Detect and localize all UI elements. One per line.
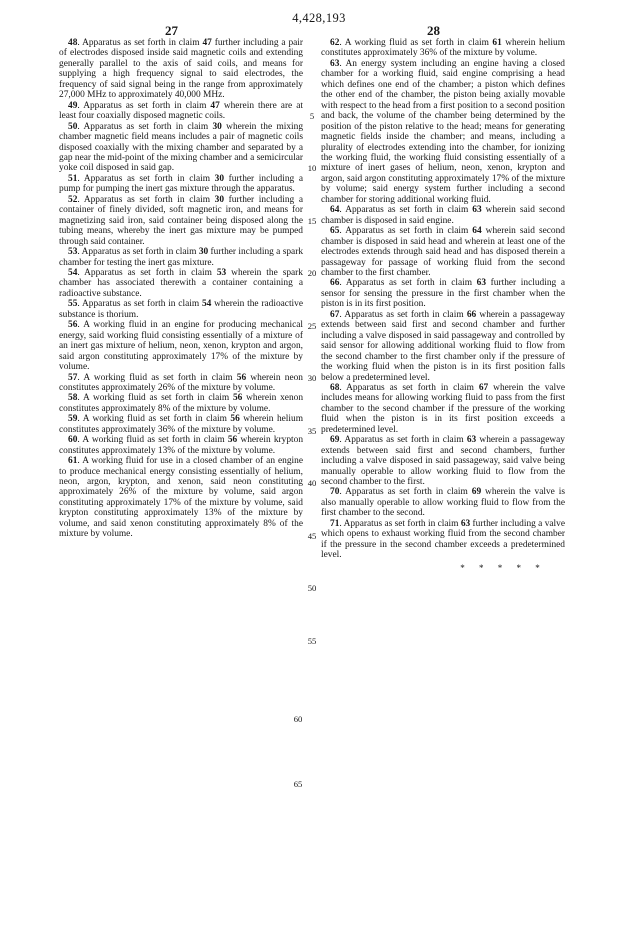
claim-text: Apparatus as set forth in claim — [344, 435, 467, 446]
claim-paragraph: 56. A working fluid in an engine for producing mechanical energy, said working fluid consisting essentially of a mixture of an inert gas mixture of helium, neon, xenon, krypton and argon, said argon constituting approximately 17% of the mixture by volume. — [59, 320, 303, 373]
column-number-left: 27 — [165, 23, 178, 38]
line-number: 60 — [293, 714, 303, 724]
claim-number: 56 — [68, 320, 78, 331]
claim-text: wherein the valve includes means for allowing working fluid to pass from the first chamber to the second chamber if the pressure of the working fluid when the piston is in its first position exceeds a predetermined level. — [321, 382, 565, 435]
line-number: 55 — [307, 636, 317, 646]
claim-number: 53 — [68, 247, 78, 258]
claim-paragraph: 70. Apparatus as set forth in claim 69 wherein the valve is also manually operable to allow working fluid to flow from the first chamber to the second. — [321, 487, 566, 519]
claim-text: An energy system including an engine having a closed chamber for a working fluid, said engine comprising a head which defines one end of the chamber; a piston which defines the other end of the chamber, the piston being axially movable with respect to the head from a first position to a second position and back, the volume of the chamber being determined by the position of the piston relative to the head; means for generating magnetic fields inside the chamber; and means, including a plurality of electrodes extending into the chamber, for ionizing the working fluid, the working fluid consisting essentially of a mixture of inert gases of helium, neon, xenon, krypton and argon, said argon constituting approximately 17% of the mixture by volume; said energy system further including a second chamber for storing additional working fluid. — [321, 58, 565, 205]
claim-number: 50 — [68, 121, 78, 132]
claim-text: wherein krypton constitutes approximately 13% of the mixture by volume. — [59, 435, 304, 456]
claim-paragraph: 64. Apparatus as set forth in claim 63 wherein said second chamber is disposed in said engine. — [321, 205, 565, 226]
claim-text: further including a pump for pumping the inert gas mixture through the apparatus. — [59, 173, 303, 195]
claim-text: A working fluid as set forth in claim — [344, 38, 493, 48]
claim-text: Apparatus as set forth in claim — [84, 267, 217, 278]
claim-text: further including a valve which opens to exhaust working fluid from the second chamber if the pressure in the second chamber exceeds a predetermined level. — [321, 518, 566, 561]
claim-text: wherein a passageway extends between said first and second chambers, further including a valve disposed in said passageway, said valve being manually operable to allow working fluid to flow from the second chamber to the first. — [321, 435, 565, 488]
claim-reference: 63 — [466, 435, 477, 446]
claim-text: Apparatus as set forth in claim — [344, 309, 467, 320]
claim-text: Apparatus as set forth in claim — [83, 100, 211, 111]
claim-text: further including a sensor for sensing the pressure in the first chamber when the piston is in its first position. — [321, 278, 565, 310]
claim-number: 61 — [68, 456, 78, 467]
claim-paragraph: 65. Apparatus as set forth in claim 64 wherein said second chamber is disposed in said head and wherein at least one of the electrodes extends through said head and has disposed therein a passageway for passage of working fluid from the second chamber to the first chamber. — [321, 226, 565, 278]
claim-reference: 53 — [216, 267, 227, 278]
claim-text: Apparatus as set forth in claim — [345, 226, 473, 237]
claim-paragraph: 66. Apparatus as set forth in claim 63 further including a sensor for sensing the pressure in the first chamber when the piston is in its first position. — [321, 278, 565, 310]
claim-number: 49 — [68, 100, 78, 111]
claim-text: A working fluid as set forth in claim — [83, 372, 237, 383]
claim-paragraph: 69. Apparatus as set forth in claim 63 wherein a passageway extends between said first and second chambers, further including a valve disposed in said passageway, said valve being manually operable to allow working fluid to flow from the second chamber to the first. — [321, 435, 565, 488]
claim-text: Apparatus as set forth in claim — [81, 247, 199, 258]
claim-text: Apparatus as set forth in claim — [83, 121, 213, 132]
line-number: 45 — [307, 531, 317, 541]
claim-text: Apparatus as set forth in claim — [345, 487, 472, 498]
claim-number: 70 — [330, 487, 340, 498]
claim-text: wherein the radioactive substance is thorium. — [59, 299, 304, 320]
claim-number: 55 — [68, 299, 78, 310]
claim-text: Apparatus as set forth in claim — [345, 278, 477, 289]
claim-text: wherein helium constitutes approximately 36% of the mixture by volume. — [59, 414, 303, 435]
line-number: 20 — [307, 268, 317, 278]
claim-text: Apparatus as set forth in claim — [346, 382, 479, 393]
claim-reference: 30 — [214, 194, 225, 205]
claim-paragraph: 60. A working fluid as set forth in claim 56 wherein krypton constitutes approximately 13% of the mixture by volume. — [59, 435, 304, 456]
claim-number: 69 — [330, 435, 340, 446]
claim-reference: 56 — [230, 414, 240, 425]
claim-text: further including a spark chamber for testing the inert gas mixture. — [59, 247, 304, 268]
claim-paragraph: 54. Apparatus as set forth in claim 53 wherein the spark chamber has associated therewith a container containing a radioactive substance. — [59, 267, 303, 299]
claim-text: wherein the spark chamber has associated therewith a container containing a radioactive substance. — [59, 267, 303, 299]
claim-reference: 64 — [472, 226, 482, 237]
claim-paragraph: 58. A working fluid as set forth in claim 56 wherein xenon constitutes approximately 8% of the mixture by volume. — [59, 393, 304, 414]
claim-text: wherein the valve is also manually operable to allow working fluid to flow from the first chamber to the second. — [321, 487, 566, 519]
claim-reference: 47 — [210, 100, 220, 111]
claim-text: further including a pair of electrodes disposed inside said magnetic coils and extending generally parallel to the axis of said coils, and means for supplying a high frequency signal to said electrodes, the frequency of said signal being in the range from approximately 27,000 MHz to approximately 40,000 MHz. — [59, 38, 304, 101]
claim-paragraph: 49. Apparatus as set forth in claim 47 wherein there are at least four coaxially disposed magnetic coils. — [59, 100, 304, 122]
claim-text: wherein helium constitutes approximately 36% of the mixture by volume. — [321, 38, 565, 59]
claim-number: 51 — [68, 173, 78, 184]
claim-number: 68 — [330, 382, 340, 393]
claim-text: A working fluid as set forth in claim — [82, 435, 228, 446]
claim-number: 67 — [330, 309, 340, 320]
claim-reference: 69 — [471, 487, 482, 498]
line-number: 30 — [307, 373, 317, 383]
claim-paragraph: 57. A working fluid as set forth in claim 56 wherein neon constitutes approximately 26% of the mixture by volume. — [59, 372, 303, 393]
line-number: 25 — [307, 321, 317, 331]
claim-text: Apparatus as set forth in claim — [83, 173, 215, 184]
claim-text: further including a container of finely divided, soft magnetic iron, and means for magnetizing said iron, said container being disposed along the tubing means, whereby the inert gas mixture may be pumped through said container. — [59, 194, 303, 247]
claim-reference: 63 — [476, 278, 487, 289]
claim-reference: 67 — [478, 382, 489, 393]
claim-paragraph: 68. Apparatus as set forth in claim 67 wherein the valve includes means for allowing working fluid to pass from the first chamber to the second chamber if the pressure of the working fluid when the piston is in its first position exceeds a predetermined level. — [321, 382, 565, 435]
claim-text: wherein neon constitutes approximately 26% of the mixture by volume. — [59, 372, 303, 393]
claim-number: 62 — [330, 38, 340, 48]
line-number: 10 — [307, 163, 317, 173]
column-number-right: 28 — [427, 23, 440, 38]
claim-paragraph: 59. A working fluid as set forth in claim 56 wherein helium constitutes approximately 36% of the mixture by volume. — [59, 414, 303, 435]
claim-paragraph: 71. Apparatus as set forth in claim 63 further including a valve which opens to exhaust working fluid from the second chamber if the pressure in the second chamber exceeds a predetermined level. — [321, 518, 566, 561]
claim-paragraph: 62. A working fluid as set forth in claim 61 wherein helium constitutes approximately 36% of the mixture by volume. — [321, 38, 565, 59]
claim-number: 60 — [68, 435, 78, 446]
claim-reference: 30 — [214, 173, 225, 184]
claim-reference: 61 — [492, 38, 502, 48]
claim-reference: 30 — [212, 121, 222, 132]
claim-reference: 63 — [460, 518, 471, 529]
claim-number: 59 — [68, 414, 78, 425]
claim-text: Apparatus as set forth in claim — [345, 205, 473, 216]
claim-reference: 66 — [466, 309, 477, 320]
claim-number: 52 — [68, 194, 78, 205]
line-number: 35 — [307, 426, 317, 436]
claim-number: 58 — [68, 393, 78, 404]
claim-paragraph: 67. Apparatus as set forth in claim 66 wherein a passageway extends between said first and second chamber and further including a valve disposed in said passageway and controlled by said sensor for allowing additional working fluid to flow from the second chamber to the first chamber only if the pressure of the working fluid when the piston is in its first position falls below a predetermined level. — [321, 309, 565, 383]
claim-text: A working fluid as set forth in claim — [82, 414, 231, 425]
claim-number: 66 — [330, 278, 340, 289]
claim-number: 63 — [330, 58, 340, 69]
patent-number: 4,428,193 — [292, 11, 346, 25]
claim-text: A working fluid for use in a closed chamber of an engine to produce mechanical energy consisting essentially of helium, neon, argon, krypton, and xenon, said neon constituting approximately 26% of the mixture by volume, said argon constituting approximately 17% of the mixture by volume, said krypton constituting approximately 13% of the mixture by volume, and said xenon constituting approximately 8% of the mixture by volume. — [59, 456, 303, 540]
claim-number: 71 — [330, 518, 340, 529]
claim-text: wherein the mixing chamber magnetic field means includes a pair of magnetic coils disposed coaxially with the mixing chamber and separated by a gap near the mid-point of the mixing chamber and a semicircular yoke coil disposed in said gap. — [59, 121, 304, 174]
claim-number: 54 — [68, 267, 78, 278]
claim-text: wherein a passageway extends between said first and second chamber and further including a valve disposed in said passageway and controlled by said sensor for allowing additional working fluid to flow from the second chamber to the first chamber only if the pressure of the working fluid when the piston is in its first position falls below a predetermined level. — [321, 309, 565, 383]
claim-text: Apparatus as set forth in claim — [82, 299, 202, 310]
claim-text: Apparatus as set forth in claim — [83, 194, 215, 205]
claim-reference: 30 — [198, 247, 209, 258]
claim-paragraph: 52. Apparatus as set forth in claim 30 further including a container of finely divided, soft magnetic iron, and means for magnetizing said iron, said container being disposed along the tubing means, whereby the inert gas mixture may be pumped through said container. — [59, 194, 303, 247]
claim-text: wherein said second chamber is disposed in said engine. — [321, 205, 565, 226]
claim-reference: 54 — [201, 299, 212, 310]
line-number: 50 — [307, 583, 317, 593]
claim-paragraph: 63. An energy system including an engine having a closed chamber for a working fluid, said engine comprising a head which defines one end of the chamber; a piston which defines the other end of the chamber, the piston being axially movable with respect to the head from a first position to a second position and back, the volume of the chamber being determined by the position of the piston relative to the head; means for generating magnetic fields inside the chamber; and means, including a plurality of electrodes extending into the chamber, for ionizing the working fluid, the working fluid consisting essentially of a mixture of inert gases of helium, neon, xenon, krypton and argon, said argon constituting approximately 17% of the mixture by volume; said energy system further including a second chamber for storing additional working fluid. — [321, 58, 565, 205]
claim-paragraph: 55. Apparatus as set forth in claim 54 wherein the radioactive substance is thorium. — [59, 299, 304, 320]
claim-paragraph: 48. Apparatus as set forth in claim 47 further including a pair of electrodes disposed inside said magnetic coils and extending generally parallel to the axis of said coils, and means for supplying a high frequency signal to said electrodes, the frequency of said signal being in the range from approximately 27,000 MHz to approximately 40,000 MHz. — [59, 38, 304, 101]
claim-paragraph: 53. Apparatus as set forth in claim 30 further including a spark chamber for testing the inert gas mixture. — [59, 247, 304, 268]
claim-reference: 63 — [472, 205, 482, 216]
claim-reference: 56 — [227, 435, 238, 446]
line-number: 5 — [309, 111, 315, 121]
line-number: 65 — [293, 779, 303, 789]
claim-number: 57 — [68, 372, 78, 383]
claim-text: A working fluid in an engine for producing mechanical energy, said working fluid consisting essentially of a mixture of an inert gas mixture of helium, neon, xenon, krypton and argon, said argon constituting approximately 17% of the mixture by volume. — [59, 320, 303, 373]
claim-text: wherein said second chamber is disposed in said head and wherein at least one of the electrodes extends through said head and has disposed therein a passageway for passage of working fluid from the second chamber to the first chamber. — [321, 226, 565, 278]
claim-reference: 56 — [236, 372, 247, 383]
claim-number: 65 — [330, 226, 340, 237]
claim-paragraph: 51. Apparatus as set forth in claim 30 further including a pump for pumping the inert gas mixture through the apparatus. — [59, 173, 303, 195]
claim-text: wherein xenon constitutes approximately 8% of the mixture by volume. — [59, 393, 304, 414]
claim-paragraph: 50. Apparatus as set forth in claim 30 wherein the mixing chamber magnetic field means includes a pair of magnetic coils disposed coaxially with the mixing chamber and separated by a gap near the mid-point of the mixing chamber and a semicircular yoke coil disposed in said gap. — [59, 121, 304, 174]
right-claims-column — [321, 38, 565, 573]
claim-number: 48 — [68, 38, 78, 48]
claim-paragraph: 61. A working fluid for use in a closed chamber of an engine to produce mechanical energy consisting essentially of helium, neon, argon, krypton, and xenon, said neon constituting approximately 26% of the mixture by volume, said argon constituting approximately 17% of the mixture by volume, said krypton constituting approximately 13% of the mixture by volume, and said xenon constituting approximately 8% of the mixture by volume. — [59, 456, 303, 540]
claim-text: Apparatus as set forth in claim — [343, 518, 461, 529]
claim-number: 64 — [330, 205, 340, 216]
claim-text: wherein there are at least four coaxially disposed magnetic coils. — [59, 100, 304, 122]
claim-text: Apparatus as set forth in claim — [82, 38, 203, 48]
line-number: 15 — [307, 216, 317, 226]
claim-text: A working fluid as set forth in claim — [82, 393, 233, 404]
claim-reference: 56 — [232, 393, 243, 404]
left-claims-column — [59, 38, 303, 540]
claim-reference: 47 — [202, 38, 212, 48]
line-number: 40 — [307, 478, 317, 488]
end-of-document-mark: * * * * * — [460, 562, 546, 573]
